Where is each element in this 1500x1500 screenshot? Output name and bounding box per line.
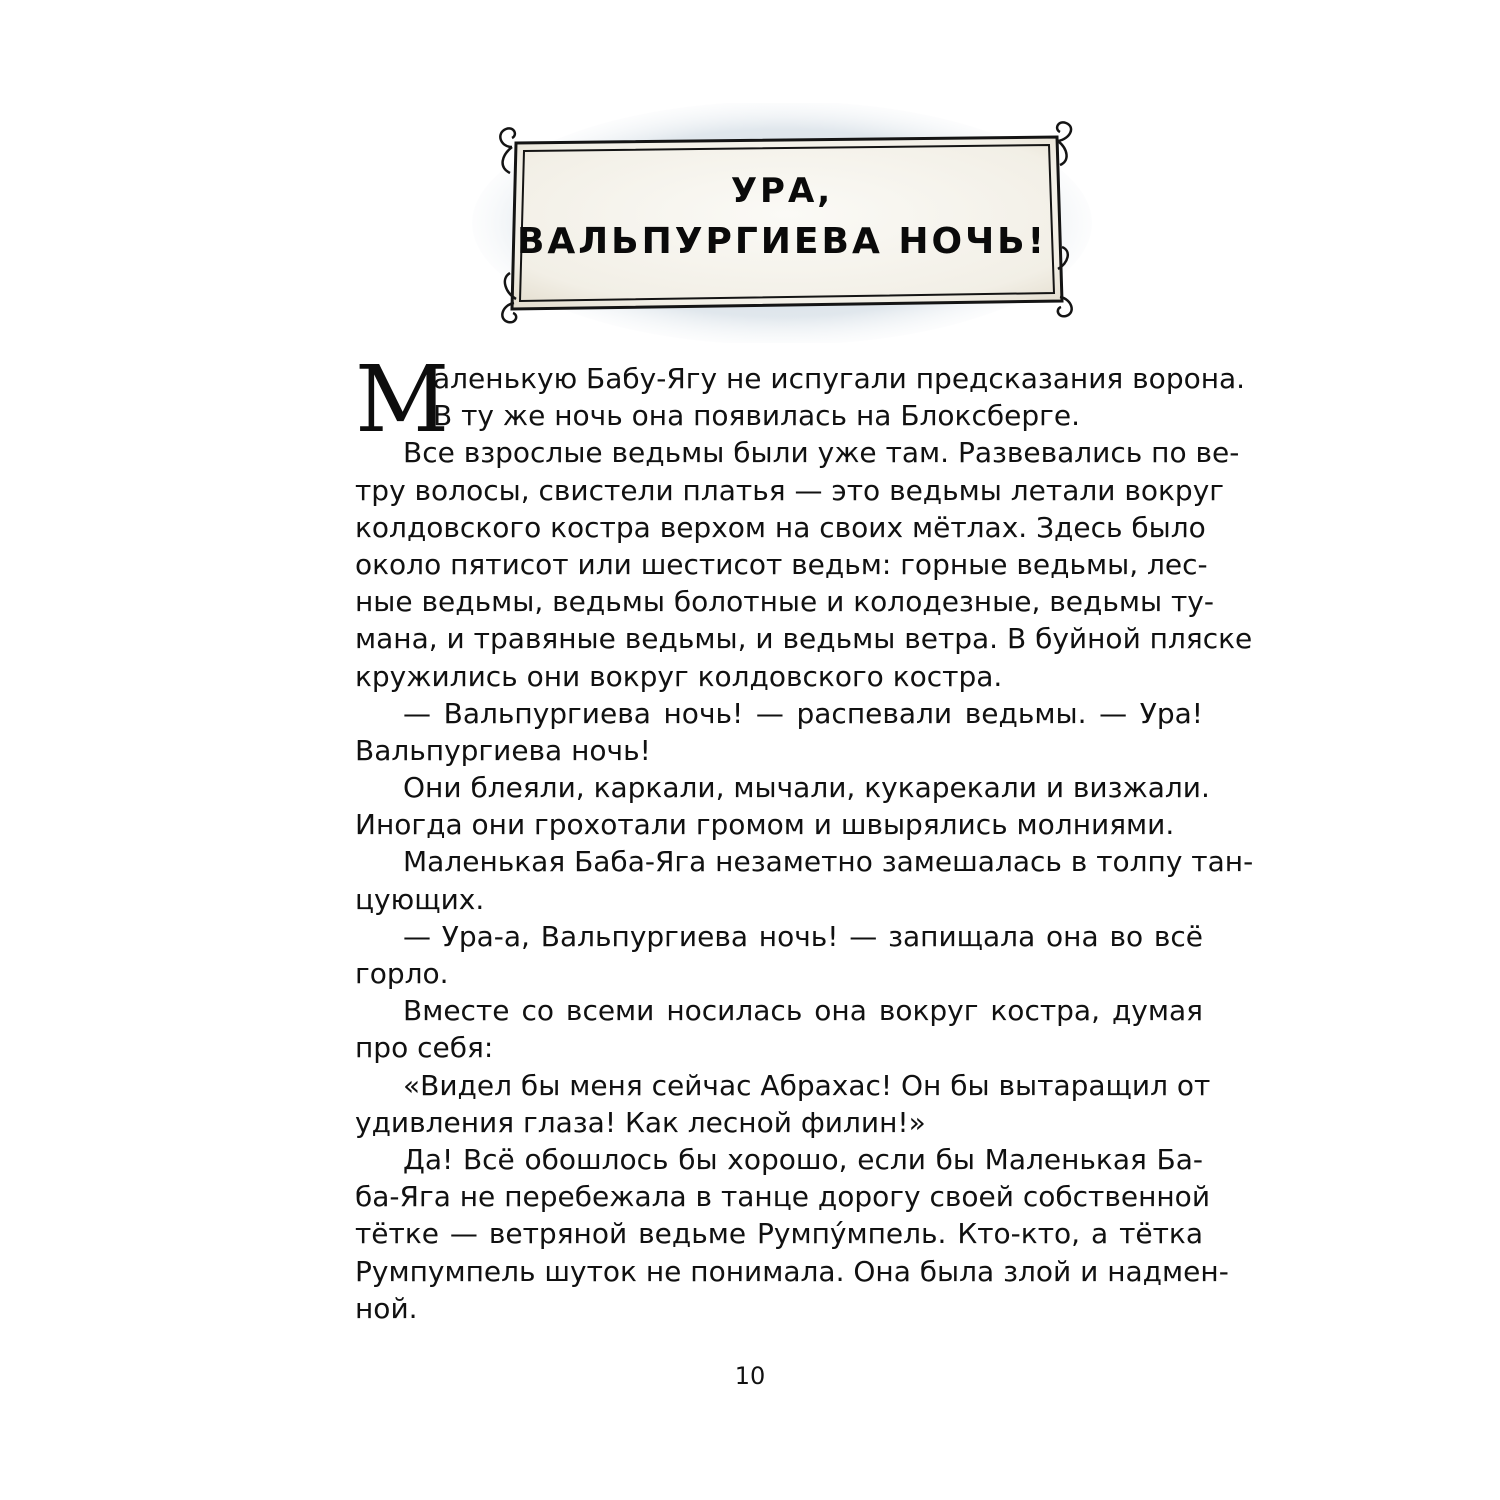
text-line: В ту же ночь она появилась на Блоксберге. — [433, 399, 1080, 433]
text-line: ной. — [355, 1291, 418, 1325]
text-line: Они блеяли, каркали, мычали, кукарекали и визжали. — [403, 771, 1210, 805]
text-line: Румпумпель шуток не понимала. Она была злой и надмен- — [355, 1254, 1229, 1288]
body-text — [355, 346, 1254, 1327]
text-line: «Видел бы меня сейчас Абрахас! Он бы вытаращил от — [403, 1068, 1211, 1102]
chapter-title-plaque — [472, 103, 1092, 343]
text-line: — Ура-а, Вальпургиева ночь! — запищала она во всё — [403, 919, 1203, 953]
page-number: 10 — [734, 1362, 766, 1390]
text-line: Да! Всё обошлось бы хорошо, если бы Маленькая Ба- — [403, 1142, 1203, 1176]
text-line: Все взрослые ведьмы были уже там. Развевались по ве- — [403, 436, 1240, 470]
text-line: ные ведьмы, ведьмы болотные и колодезные, ведьмы ту- — [355, 585, 1214, 619]
chapter-title-line-2: ВАЛЬПУРГИЕВА НОЧЬ! — [516, 221, 1048, 262]
text-line: цующих. — [355, 882, 485, 916]
text-line: колдовского костра верхом на своих мётлах. Здесь было — [355, 510, 1206, 544]
text-line: удивления глаза! Как лесной филин!» — [355, 1105, 926, 1139]
text-line: аленькую Бабу-Ягу не испугали предсказания ворона. — [433, 362, 1246, 395]
text-line: Маленькая Баба-Яга незаметно замешалась в толпу тан- — [403, 845, 1254, 879]
text-line: горло. — [355, 957, 449, 990]
chapter-title — [512, 171, 1052, 265]
text-line: про себя: — [355, 1031, 494, 1065]
text-line: тётке — ветряной ведьме Румпу́мпель. Кто-кто, а тётка — [355, 1217, 1203, 1251]
drop-cap: М — [355, 346, 450, 453]
text-line: ба-Яга не перебежала в танце дорогу своей собственной — [355, 1180, 1211, 1214]
text-line: — Вальпургиева ночь! — распевали ведьмы. — Ура! — [403, 696, 1203, 730]
text-line: Вальпургиева ночь! — [355, 733, 651, 767]
text-line: Иногда они грохотали громом и швырялись молниями. — [355, 808, 1175, 842]
text-line: Вместе со всеми носилась она вокруг костра, думая — [403, 994, 1203, 1028]
text-line: тру волосы, свистели платья — это ведьмы летали вокруг — [355, 473, 1224, 507]
text-line: кружились они вокруг колдовского костра. — [355, 659, 1003, 693]
chapter-title-line-1: УРА, — [730, 171, 834, 211]
text-line: около пятисот или шестисот ведьм: горные ведьмы, лес- — [355, 547, 1208, 581]
text-line: мана, и травяные ведьмы, и ведьмы ветра. В буйной пляске — [355, 622, 1253, 656]
